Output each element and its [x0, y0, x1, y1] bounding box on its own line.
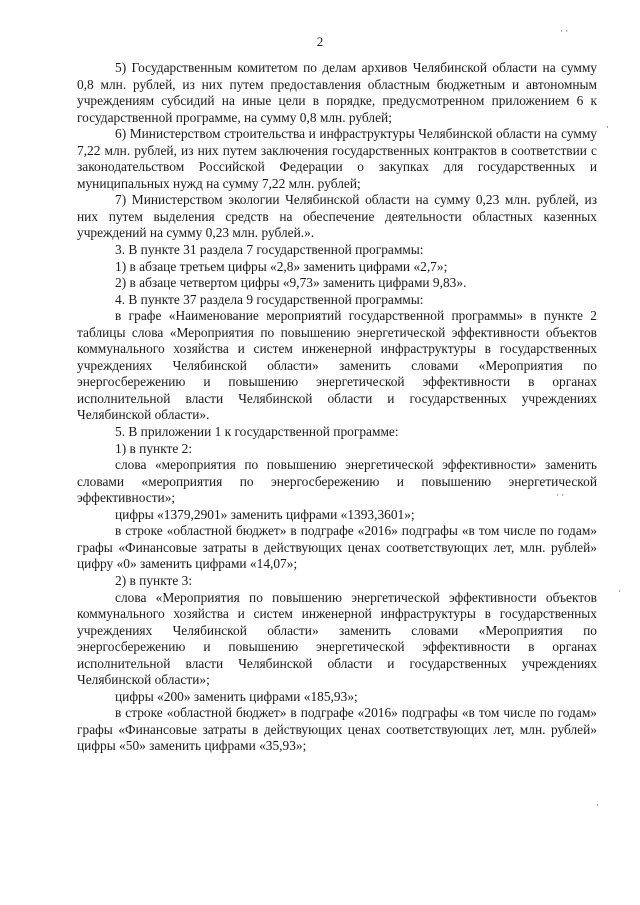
paragraph: в строке «областной бюджет» в подграфе «2016» подграфы «в том числе по годам» графы «Финансовые затраты в действующих ценах соответствующих лет, млн. рублей» цифру «0» заменить цифрами «14,07»; — [77, 523, 597, 572]
page-number: 2 — [316, 34, 324, 49]
paragraph: слова «Мероприятия по повышению энергетической эффективности объектов коммунального хозяйства и систем инженерной инфраструктуры в государственных учреждениях Челябинской области» заменить словами «Мероприятия по энергосбережению и повышению энергетической эффективности в органах исполнительной власти Челябинской области и государственных учреждениях Челябинской области»; — [77, 589, 597, 688]
paragraph: цифры «1379,2901» заменить цифрами «1393,3601»; — [115, 506, 415, 522]
paragraph: 5) Государственным комитетом по делам архивов Челябинской области на сумму 0,8 млн. рублей, из них путем предоставления областным бюджетным и автономным учреждениям субсидий на иные цели в порядке, предусмотренном приложением 6 к государственной программе, на сумму 0,8 млн. рублей; — [77, 60, 597, 125]
paragraph: слова «мероприятия по повышению энергетической эффективности» заменить словами «мероприятия по энергосбережению и повышению энергетической эффективности»; — [77, 457, 597, 506]
paragraph: в графе «Наименование мероприятий государственной программы» в пункте 2 таблицы слова «Мероприятия по повышению энергетической эффективности объектов коммунального хозяйства и систем инженерной инфраструктуры в государственных учреждениях Челябинской области» заменить словами «Мероприятия по энергосбережению и повышению энергетической эффективности в органах исполнительной власти Челябинской области и государственных учреждениях Челябинской области». — [77, 308, 597, 423]
scan-speck: · — [596, 800, 599, 810]
paragraph: цифры «200» заменить цифрами «185,93»; — [115, 688, 358, 704]
scan-speck: · · — [560, 26, 569, 36]
paragraph: 3. В пункте 31 раздела 7 государственной программы: — [115, 242, 424, 258]
paragraph: 4. В пункте 37 раздела 9 государственной программы: — [115, 291, 424, 307]
paragraph: 2) в пункте 3: — [115, 572, 193, 588]
scan-speck: · — [606, 122, 609, 132]
paragraph: 7) Министерством экологии Челябинской области на сумму 0,23 млн. рублей, из них путем выделения средств на обеспечение деятельности областных казенных учреждений на сумму 0,23 млн. рублей.». — [77, 192, 597, 241]
paragraph: 1) в абзаце третьем цифры «2,8» заменить цифрами «2,7»; — [115, 258, 448, 274]
paragraph: 6) Министерством строительства и инфраструктуры Челябинской области на сумму 7,22 млн. рублей, из них путем заключения государственных контрактов в соответствии с законодательством Российской Федерации о закупках для государственных и муниципальных нужд на сумму 7,22 млн. рублей; — [77, 126, 597, 191]
paragraph: 2) в абзаце четвертом цифры «9,73» заменить цифрами 9,83». — [115, 275, 467, 291]
scan-speck: · · — [556, 490, 565, 500]
scan-speck: · — [618, 586, 621, 596]
paragraph: в строке «областной бюджет» в подграфе «2016» подграфы «в том числе по годам» графы «Финансовые затраты в действующих ценах соответствующих лет, млн. рублей» цифры «50» заменить цифрами «35,93»; — [77, 705, 597, 754]
paragraph: 5. В приложении 1 к государственной программе: — [115, 424, 399, 440]
document-body — [77, 60, 597, 755]
paragraph: 1) в пункте 2: — [115, 440, 193, 456]
